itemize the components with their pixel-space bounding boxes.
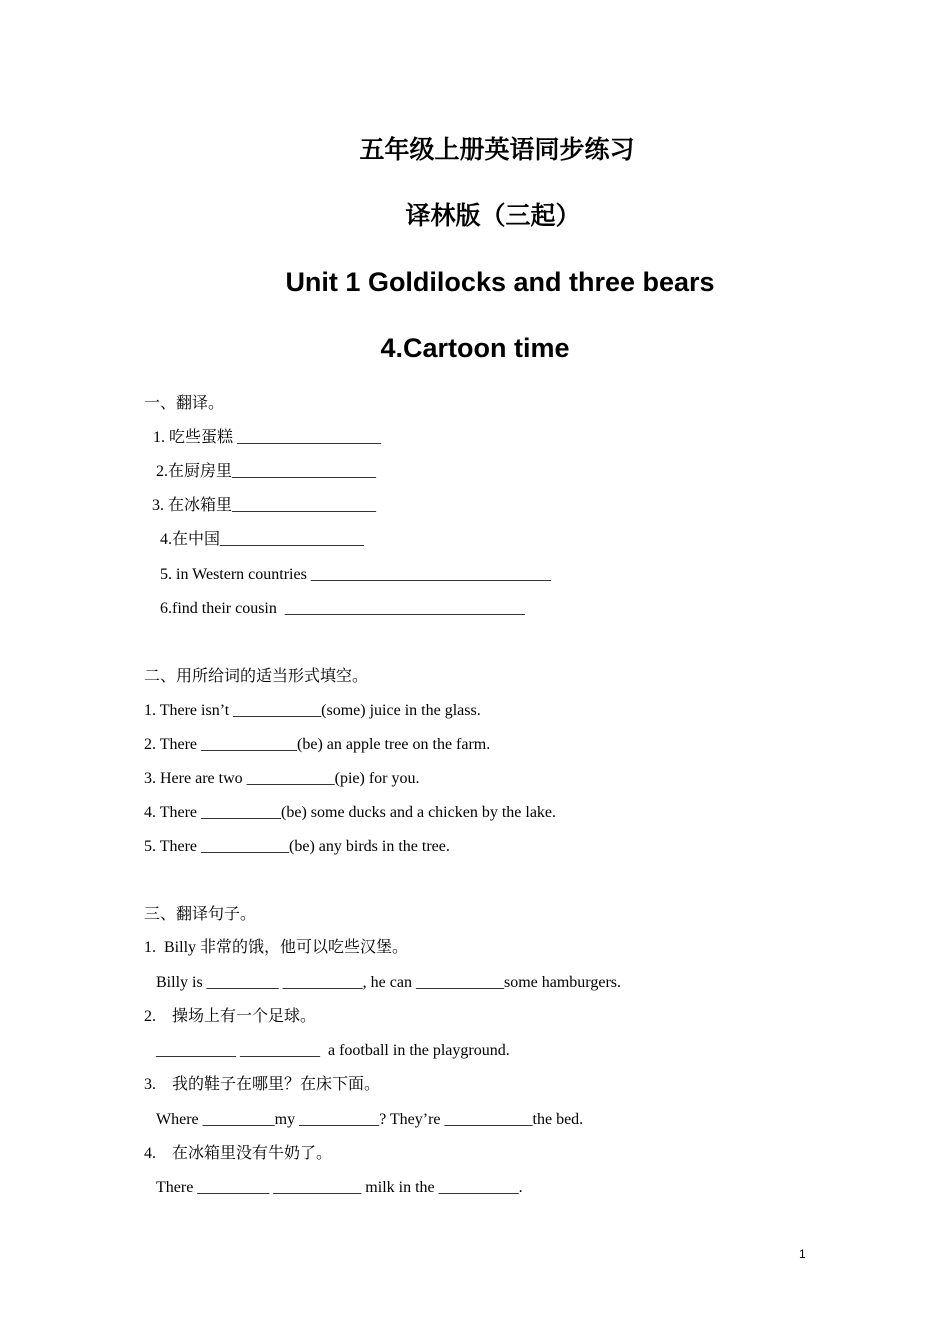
unit-title: Unit 1 Goldilocks and three bears — [285, 267, 715, 297]
worksheet-title: 五年级上册英语同步练习 — [359, 136, 635, 164]
section3-answer: There _________ ___________ milk in the __________. — [156, 1179, 523, 1196]
page-number: 1 — [799, 1247, 806, 1261]
edition-subtitle: 译林版（三起） — [405, 202, 581, 230]
section2-item: 2. There ____________(be) an apple tree on the farm. — [144, 736, 491, 753]
section2-heading: 二、用所给词的适当形式填空。 — [144, 668, 369, 685]
section3-answer: __________ __________ a football in the playground. — [156, 1042, 510, 1059]
section1-item: 1. 吃些蛋糕 __________________ — [153, 429, 382, 446]
section3-heading: 三、翻译句子。 — [144, 906, 257, 923]
section3-answer: Where _________my __________? They’re ___________the bed. — [156, 1111, 584, 1128]
section1-item: 5. in Western countries ______________________________ — [160, 566, 551, 583]
section1-heading: 一、翻译。 — [144, 395, 225, 412]
section2-item: 3. Here are two ___________(pie) for you. — [144, 770, 420, 787]
section2-item: 5. There ___________(be) any birds in the tree. — [144, 838, 450, 855]
section3-prompt: 1. Billy 非常的饿，他可以吃些汉堡。 — [144, 939, 409, 956]
section2-item: 1. There isn’t ___________(some) juice in the glass. — [144, 702, 481, 719]
lesson-title: 4.Cartoon time — [380, 333, 570, 363]
section1-item: 3. 在冰箱里__________________ — [152, 497, 377, 514]
section3-prompt: 3. 我的鞋子在哪里？在床下面。 — [144, 1076, 381, 1093]
section3-answer: Billy is _________ __________, he can ___________some hamburgers. — [156, 974, 621, 991]
section1-item: 4.在中国__________________ — [160, 531, 365, 548]
section1-item: 2.在厨房里__________________ — [156, 463, 377, 480]
section3-prompt: 2. 操场上有一个足球。 — [144, 1008, 317, 1025]
section3-prompt: 4. 在冰箱里没有牛奶了。 — [144, 1145, 333, 1162]
section1-item: 6.find their cousin ______________________________ — [160, 600, 525, 617]
section2-item: 4. There __________(be) some ducks and a chicken by the lake. — [144, 804, 557, 821]
